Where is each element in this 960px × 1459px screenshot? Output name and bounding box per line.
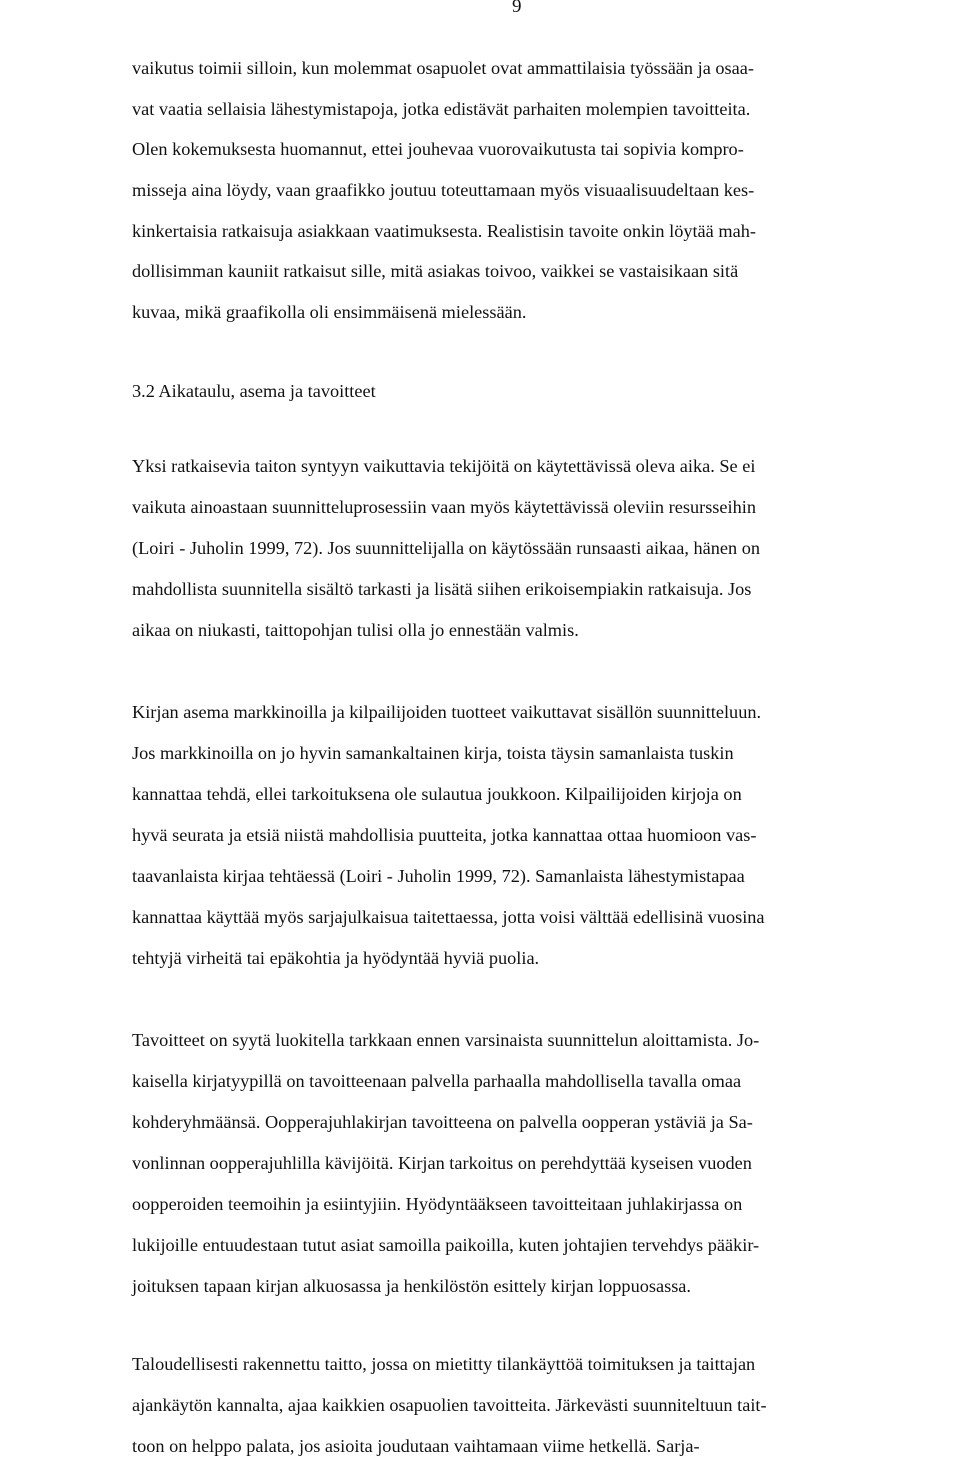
text-line: Olen kokemuksesta huomannut, ettei jouhevaa vuorovaikutusta tai sopivia kompro-	[132, 139, 744, 159]
text-line: hyvä seurata ja etsiä niistä mahdollisia puutteita, jotka kannattaa ottaa huomioon vas-	[132, 825, 757, 845]
text-line: kannattaa tehdä, ellei tarkoituksena ole sulautua joukkoon. Kilpailijoiden kirjoja on	[132, 784, 742, 804]
text-line: mahdollista suunnitella sisältö tarkasti ja lisätä siihen erikoisempiakin ratkaisuja. Jos	[132, 579, 752, 599]
section-heading: 3.2 Aikataulu, asema ja tavoitteet	[132, 381, 376, 401]
page-number: 9	[512, 0, 522, 17]
text-line: Jos markkinoilla on jo hyvin samankaltainen kirja, toista täysin samanlaista tuskin	[132, 743, 734, 763]
text-line: Yksi ratkaisevia taiton syntyyn vaikuttavia tekijöitä on käytettävissä oleva aika. Se ei	[132, 456, 756, 476]
text-line: ajankäytön kannalta, ajaa kaikkien osapuolien tavoitteita. Järkevästi suunniteltuun tait-	[132, 1395, 767, 1415]
text-line: kaisella kirjatyypillä on tavoitteenaan palvella parhaalla mahdollisella tavalla omaa	[132, 1071, 742, 1091]
text-line: joituksen tapaan kirjan alkuosassa ja henkilöstön esittely kirjan loppuosassa.	[132, 1276, 691, 1296]
text-line: kannattaa käyttää myös sarjajulkaisua taitettaessa, jotta voisi välttää edellisinä vuosina	[132, 907, 765, 927]
text-line: Taloudellisesti rakennettu taitto, jossa on mietitty tilankäyttöä toimituksen ja taittajan	[132, 1354, 756, 1374]
text-line: misseja aina löydy, vaan graafikko joutuu toteuttamaan myös visuaalisuudeltaan kes-	[132, 180, 755, 200]
text-line: Tavoitteet on syytä luokitella tarkkaan ennen varsinaista suunnittelun aloittamista. Jo-	[132, 1030, 760, 1050]
text-line: oopperoiden teemoihin ja esiintyjiin. Hyödyntääkseen tavoitteitaan juhlakirjassa on	[132, 1194, 743, 1214]
text-line: vonlinnan oopperajuhlilla kävijöitä. Kirjan tarkoitus on perehdyttää kyseisen vuoden	[132, 1153, 752, 1173]
text-line: tehtyjä virheitä tai epäkohtia ja hyödyntää hyviä puolia.	[132, 948, 540, 968]
text-line: kohderyhmäänsä. Oopperajuhlakirjan tavoitteena on palvella oopperan ystäviä ja Sa-	[132, 1112, 753, 1132]
text-line: taavanlaista kirjaa tehtäessä (Loiri - Juholin 1999, 72). Samanlaista lähestymistapaa	[132, 866, 745, 886]
text-line: kuvaa, mikä graafikolla oli ensimmäisenä mielessään.	[132, 302, 527, 322]
text-line: toon on helppo palata, jos asioita joudutaan vaihtamaan viime hetkellä. Sarja-	[132, 1436, 700, 1456]
text-line: vaikuta ainoastaan suunnitteluprosessiin vaan myös käytettävissä oleviin resursseihin	[132, 497, 756, 517]
text-line: vaikutus toimii silloin, kun molemmat osapuolet ovat ammattilaisia työssään ja osaa-	[132, 58, 754, 78]
text-line: lukijoille entuudestaan tutut asiat samoilla paikoilla, kuten johtajien tervehdys pääkir-	[132, 1235, 760, 1255]
text-line: Kirjan asema markkinoilla ja kilpailijoiden tuotteet vaikuttavat sisällön suunnitteluun.	[132, 702, 762, 722]
text-line: vat vaatia sellaisia lähestymistapoja, jotka edistävät parhaiten molempien tavoitteita.	[132, 99, 751, 119]
text-line: (Loiri - Juholin 1999, 72). Jos suunnittelijalla on käytössään runsaasti aikaa, hänen on	[132, 538, 761, 558]
text-line: dollisimman kauniit ratkaisut sille, mitä asiakas toivoo, vaikkei se vastaisikaan sitä	[132, 261, 739, 281]
text-line: kinkertaisia ratkaisuja asiakkaan vaatimuksesta. Realistisin tavoite onkin löytää mah-	[132, 221, 756, 241]
text-line: aikaa on niukasti, taittopohjan tulisi olla jo ennestään valmis.	[132, 620, 579, 640]
